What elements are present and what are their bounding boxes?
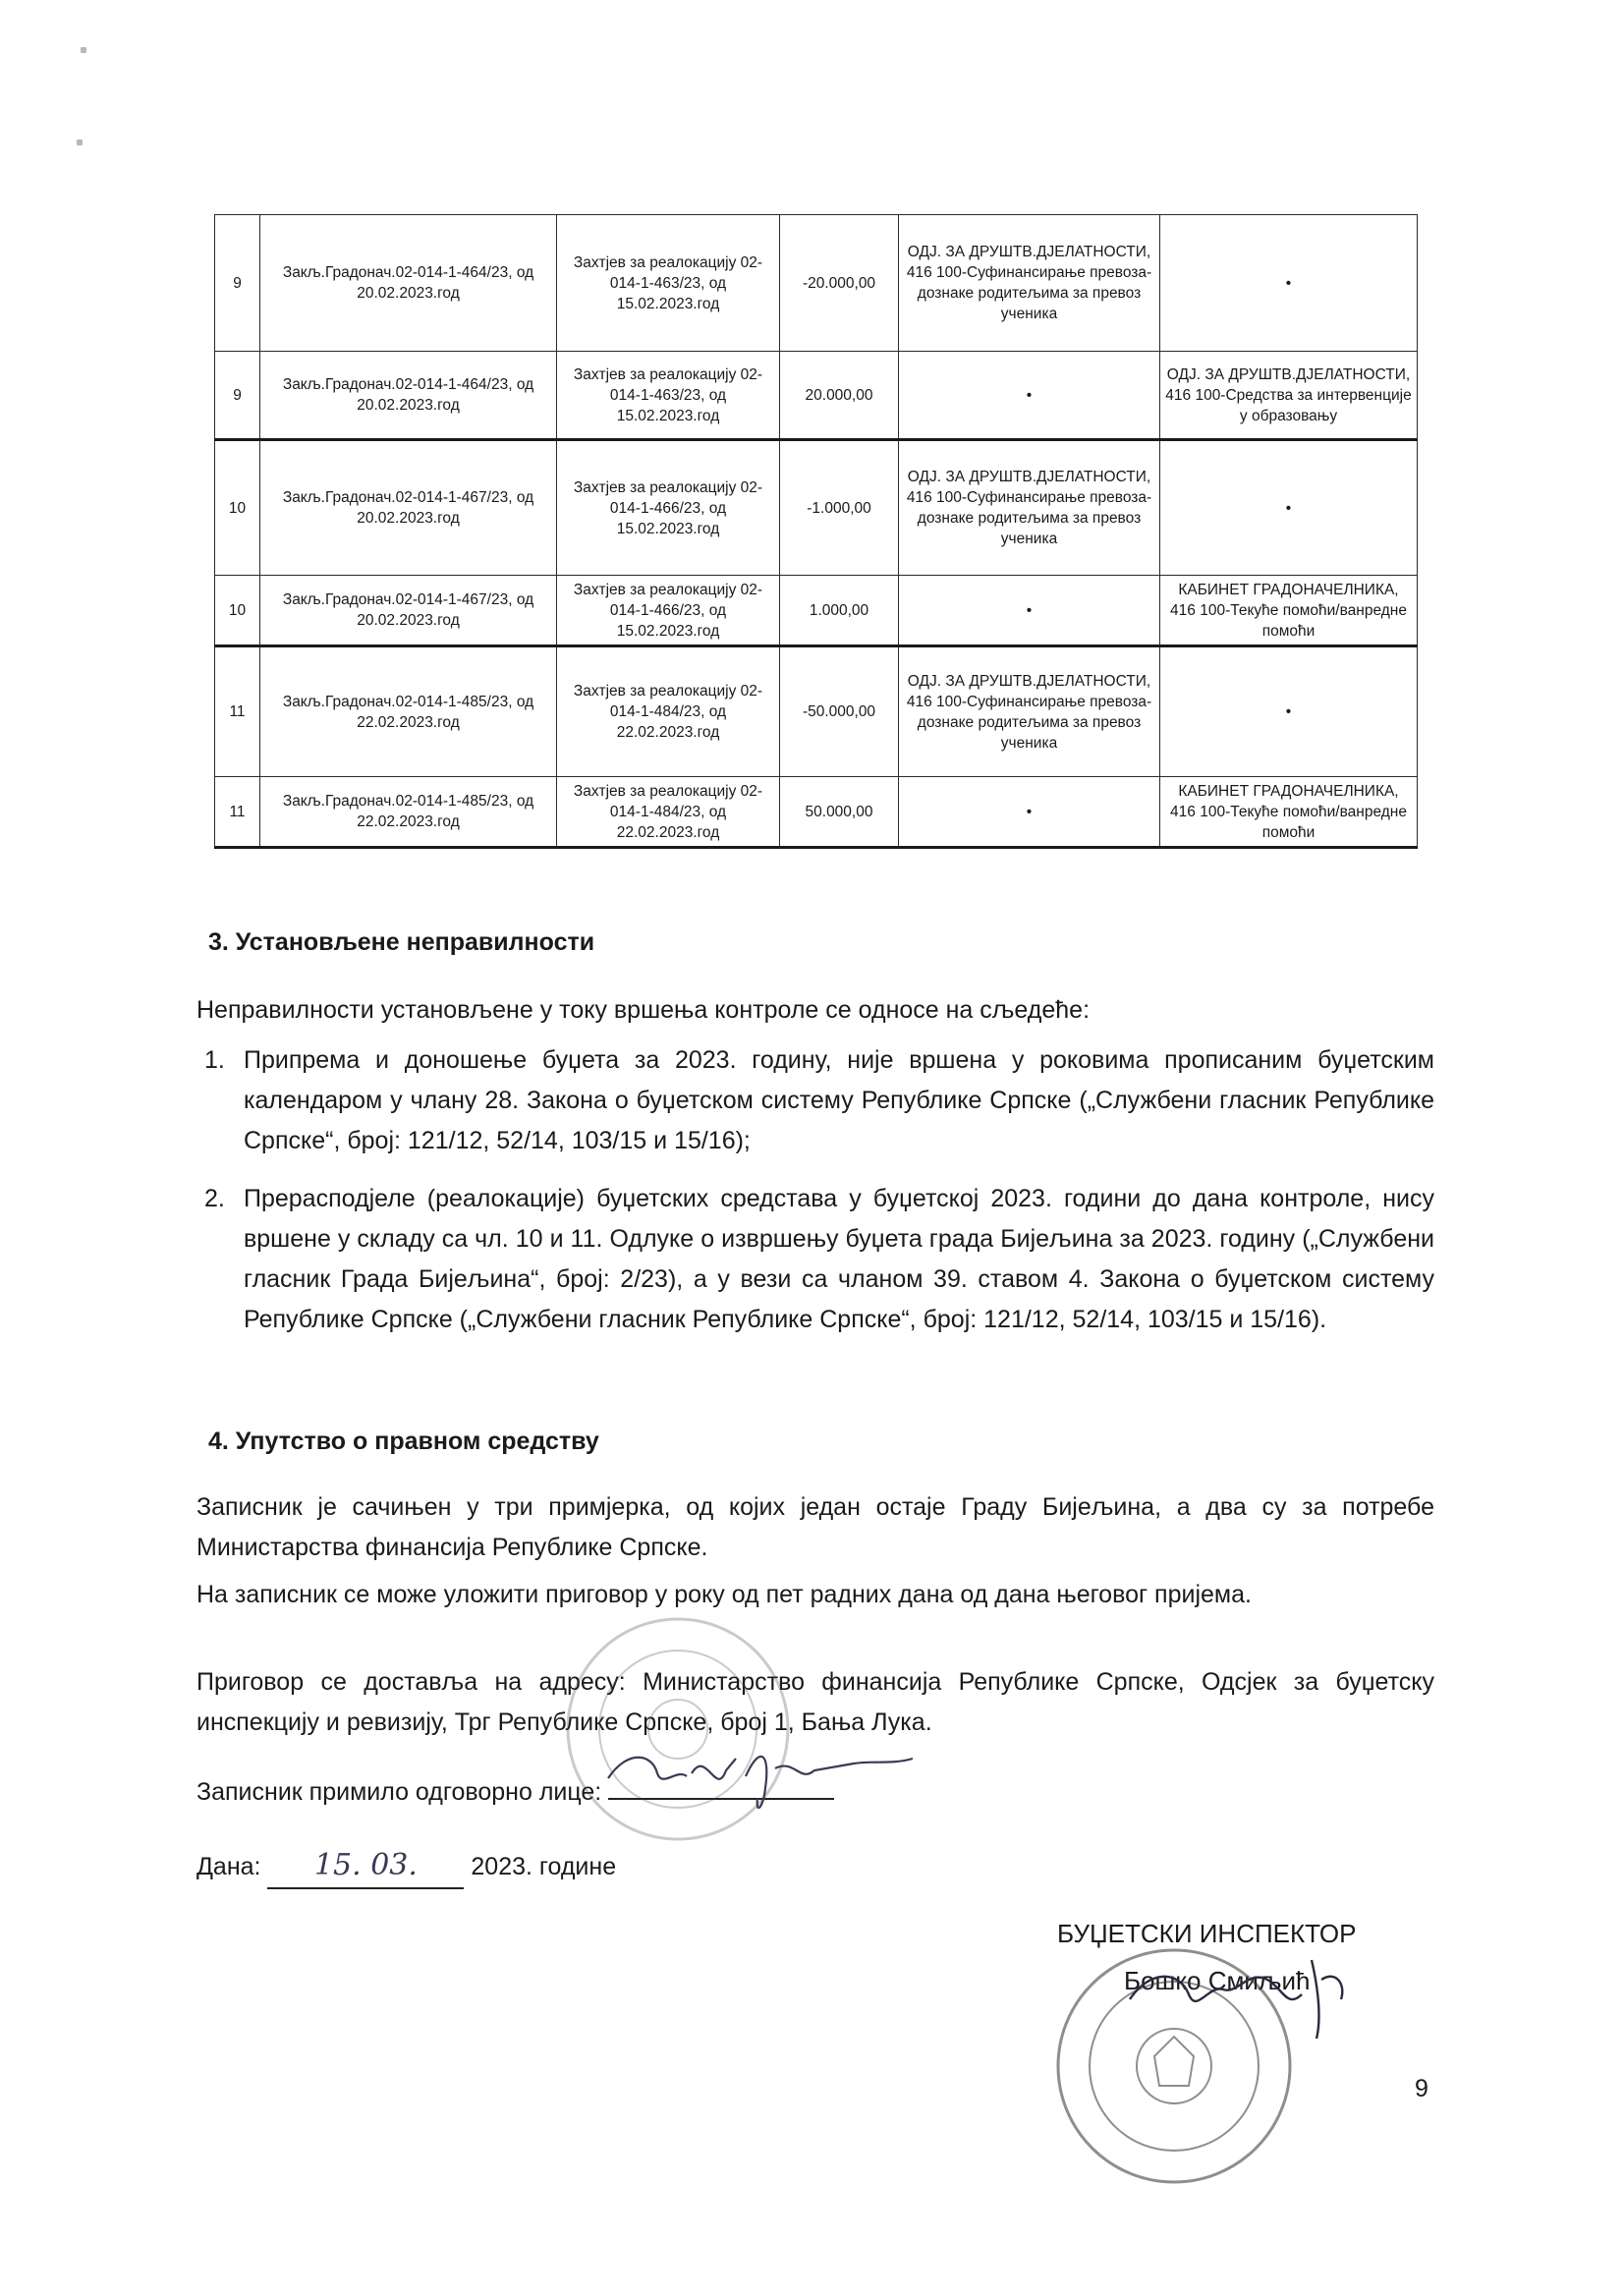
request-ref: Захтјев за реалокацију 02-014-1-466/23, од 15.02.2023.год [557,440,780,576]
decision-ref: Закљ.Градонач.02-014-1-485/23, од 22.02.2023.год [260,777,557,848]
request-ref: Захтјев за реалокацију 02-014-1-484/23, од 22.02.2023.год [557,646,780,777]
decision-ref: Закљ.Градонач.02-014-1-467/23, од 20.02.2023.год [260,440,557,576]
list-item-text: Припрема и доношење буџета за 2023. годину, није вршена у роковима прописаним буџетским календаром у члану 28. Закона о буџетском систему Републике Српске („Службени гласник Републике Српске“, број: 121/12, 52/14, 103/15 и 15/16); [244,1046,1434,1154]
inspector-signature [1110,1940,1366,2048]
request-ref: Захтјев за реалокацију 02-014-1-463/23, од 15.02.2023.год [557,352,780,440]
section-3-body [196,990,1434,1340]
request-ref: Захтјев за реалокацију 02-014-1-466/23, од 15.02.2023.год [557,576,780,646]
target-account: КАБИНЕТ ГРАДОНАЧЕЛНИКА, 416 100-Текуће помоћи/ванредне помоћи [1160,576,1418,646]
amount: 50.000,00 [780,777,899,848]
request-ref: Захтјев за реалокацију 02-014-1-463/23, од 15.02.2023.год [557,215,780,352]
target-account: • [1160,215,1418,352]
source-account: • [899,777,1160,848]
target-account: КАБИНЕТ ГРАДОНАЧЕЛНИКА, 416 100-Текуће помоћи/ванредне помоћи [1160,777,1418,848]
inspector-title: БУЏЕТСКИ ИНСПЕКТОР [1057,1919,1357,1948]
source-account: ОДЈ. ЗА ДРУШТВ.ДЈЕЛАТНОСТИ, 416 100-Суфинансирање превоза-дознаке родитељима за превоз ученика [899,646,1160,777]
section-3-heading: 3. Установљене неправилности [208,928,595,956]
inspector-name: Бошко Смиљић [1124,1966,1311,1995]
table-row [215,352,1418,440]
section-4-paragraph-3: Приговор се доставља на адресу: Министарство финансија Републике Српске, Одсјек за буџетску инспекцију и ревизију, Трг Републике Српске, број 1, Бања Лука. [196,1668,1434,1736]
list-item-text: Прерасподјеле (реалокације) буџетских средстава у буџетској 2023. години до дана контроле, нису вршене у складу са чл. 10 и 11. Одлуке о извршењу буџета града Бијељина за 2023. годину („Службени гласник Града Бијељина“, број: 2/23), а у вези са чланом 39. ставом 4. Закона о буџетском систему Републике Српске („Службени гласник Републике Српске“, број: 121/12, 52/14, 103/15 и 15/16). [244,1185,1434,1333]
source-account: • [899,352,1160,440]
list-item [196,1040,1434,1161]
date-field [267,1845,464,1889]
list-item [196,1179,1434,1340]
table-row [215,215,1418,352]
decision-ref: Закљ.Градонач.02-014-1-464/23, од 20.02.2023.год [260,215,557,352]
target-account: ОДЈ. ЗА ДРУШТВ.ДЈЕЛАТНОСТИ, 416 100-Средства за интервенције у образовању [1160,352,1418,440]
scan-speck [77,140,83,145]
decision-ref: Закљ.Градонач.02-014-1-485/23, од 22.02.2023.год [260,646,557,777]
target-account: • [1160,440,1418,576]
target-account: • [1160,646,1418,777]
receipt-label: Записник примило одговорно лице: [196,1778,602,1806]
source-account: ОДЈ. ЗА ДРУШТВ.ДЈЕЛАТНОСТИ, 416 100-Суфинансирање превоза-дознаке родитељима за превоз ученика [899,215,1160,352]
source-account: ОДЈ. ЗА ДРУШТВ.ДЈЕЛАТНОСТИ, 416 100-Суфинансирање превоза-дознаке родитељима за превоз ученика [899,440,1160,576]
handwritten-date: 15. 03. [313,1848,418,1882]
row-number: 10 [215,440,260,576]
section-4-paragraph-2: На записник се може уложити приговор у року од пет радних дана од дана његовог пријема. [196,1581,1252,1608]
reallocation-table [214,214,1418,849]
table-row [215,646,1418,777]
list-item-number: 2. [204,1185,225,1212]
date-suffix: 2023. године [471,1853,617,1880]
row-number: 9 [215,352,260,440]
row-number: 11 [215,777,260,848]
municipal-stamp [560,1611,796,1847]
amount: 1.000,00 [780,576,899,646]
scan-speck [81,47,86,53]
section-4-heading: 4. Упутство о правном средству [208,1428,599,1455]
amount: -50.000,00 [780,646,899,777]
amount: -20.000,00 [780,215,899,352]
table-row [215,576,1418,646]
row-number: 11 [215,646,260,777]
decision-ref: Закљ.Градонач.02-014-1-467/23, од 20.02.2023.год [260,576,557,646]
receipt-line [196,1768,1434,1813]
section-4-paragraph-1: Записник је сачињен у три примјерка, од којих један остаје Граду Бијељина, а два су за потребе Министарства финансија Републике Српске. [196,1493,1434,1561]
request-ref: Захтјев за реалокацију 02-014-1-484/23, од 22.02.2023.год [557,777,780,848]
irregularities-list [196,1040,1434,1340]
date-line [196,1845,1434,1889]
decision-ref: Закљ.Градонач.02-014-1-464/23, од 20.02.2023.год [260,352,557,440]
amount: 20.000,00 [780,352,899,440]
section-3-intro: Неправилности установљене у току вршења контроле се односе на сљедеће: [196,996,1091,1024]
page-number: 9 [1415,2075,1428,2102]
table-row [215,777,1418,848]
list-item-number: 1. [204,1046,225,1074]
amount: -1.000,00 [780,440,899,576]
table-row [215,440,1418,576]
source-account: • [899,576,1160,646]
row-number: 10 [215,576,260,646]
date-label: Дана: [196,1853,261,1880]
row-number: 9 [215,215,260,352]
